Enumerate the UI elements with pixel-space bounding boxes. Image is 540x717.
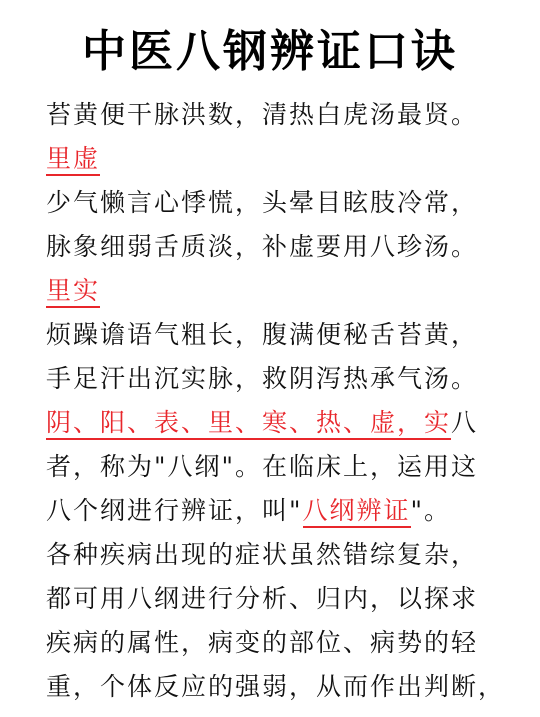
heading-label: 里虚 [46, 144, 100, 176]
section-heading-lishi [46, 269, 526, 313]
text-line: 少气懒言心悸慌，头晕目眩肢冷常， [46, 188, 479, 217]
text-line: 脉象细弱舌质淡，补虚要用八珍汤。 [46, 232, 479, 261]
text-line: 手足汗出沉实脉，救阴泻热承气汤。 [46, 364, 479, 393]
text-line: 者，称为"八纲"。在临床上，运用这 [46, 452, 478, 481]
text-line: 苔黄便干脉洪数，清热白虎汤最贤。 [46, 100, 479, 129]
text-fragment: 八 [451, 408, 479, 437]
text-fragment: 八个纲进行辨证，叫" [46, 496, 303, 525]
document-body [46, 93, 526, 709]
highlight-term: 八纲辨证 [303, 496, 411, 528]
text-fragment: "。 [410, 496, 452, 525]
heading-label: 里实 [46, 276, 100, 308]
text-line [46, 401, 526, 445]
section-heading-lixu [46, 137, 526, 181]
page-title: 中医八钢辨证口诀 [82, 26, 458, 77]
text-line: 烦躁谵语气粗长，腹满便秘舌苔黄， [46, 320, 479, 349]
text-line: 重，个体反应的强弱，从而作出判断， [46, 672, 506, 701]
text-line: 都可用八纲进行分析、归内，以探求 [46, 584, 479, 613]
text-line: 疾病的属性，病变的部位、病势的轻 [46, 628, 479, 657]
text-line [46, 489, 526, 533]
text-line: 各种疾病出现的症状虽然错综复杂， [46, 540, 479, 569]
highlight-terms: 阴、阳、表、里、寒、热、虚，实 [46, 408, 451, 440]
